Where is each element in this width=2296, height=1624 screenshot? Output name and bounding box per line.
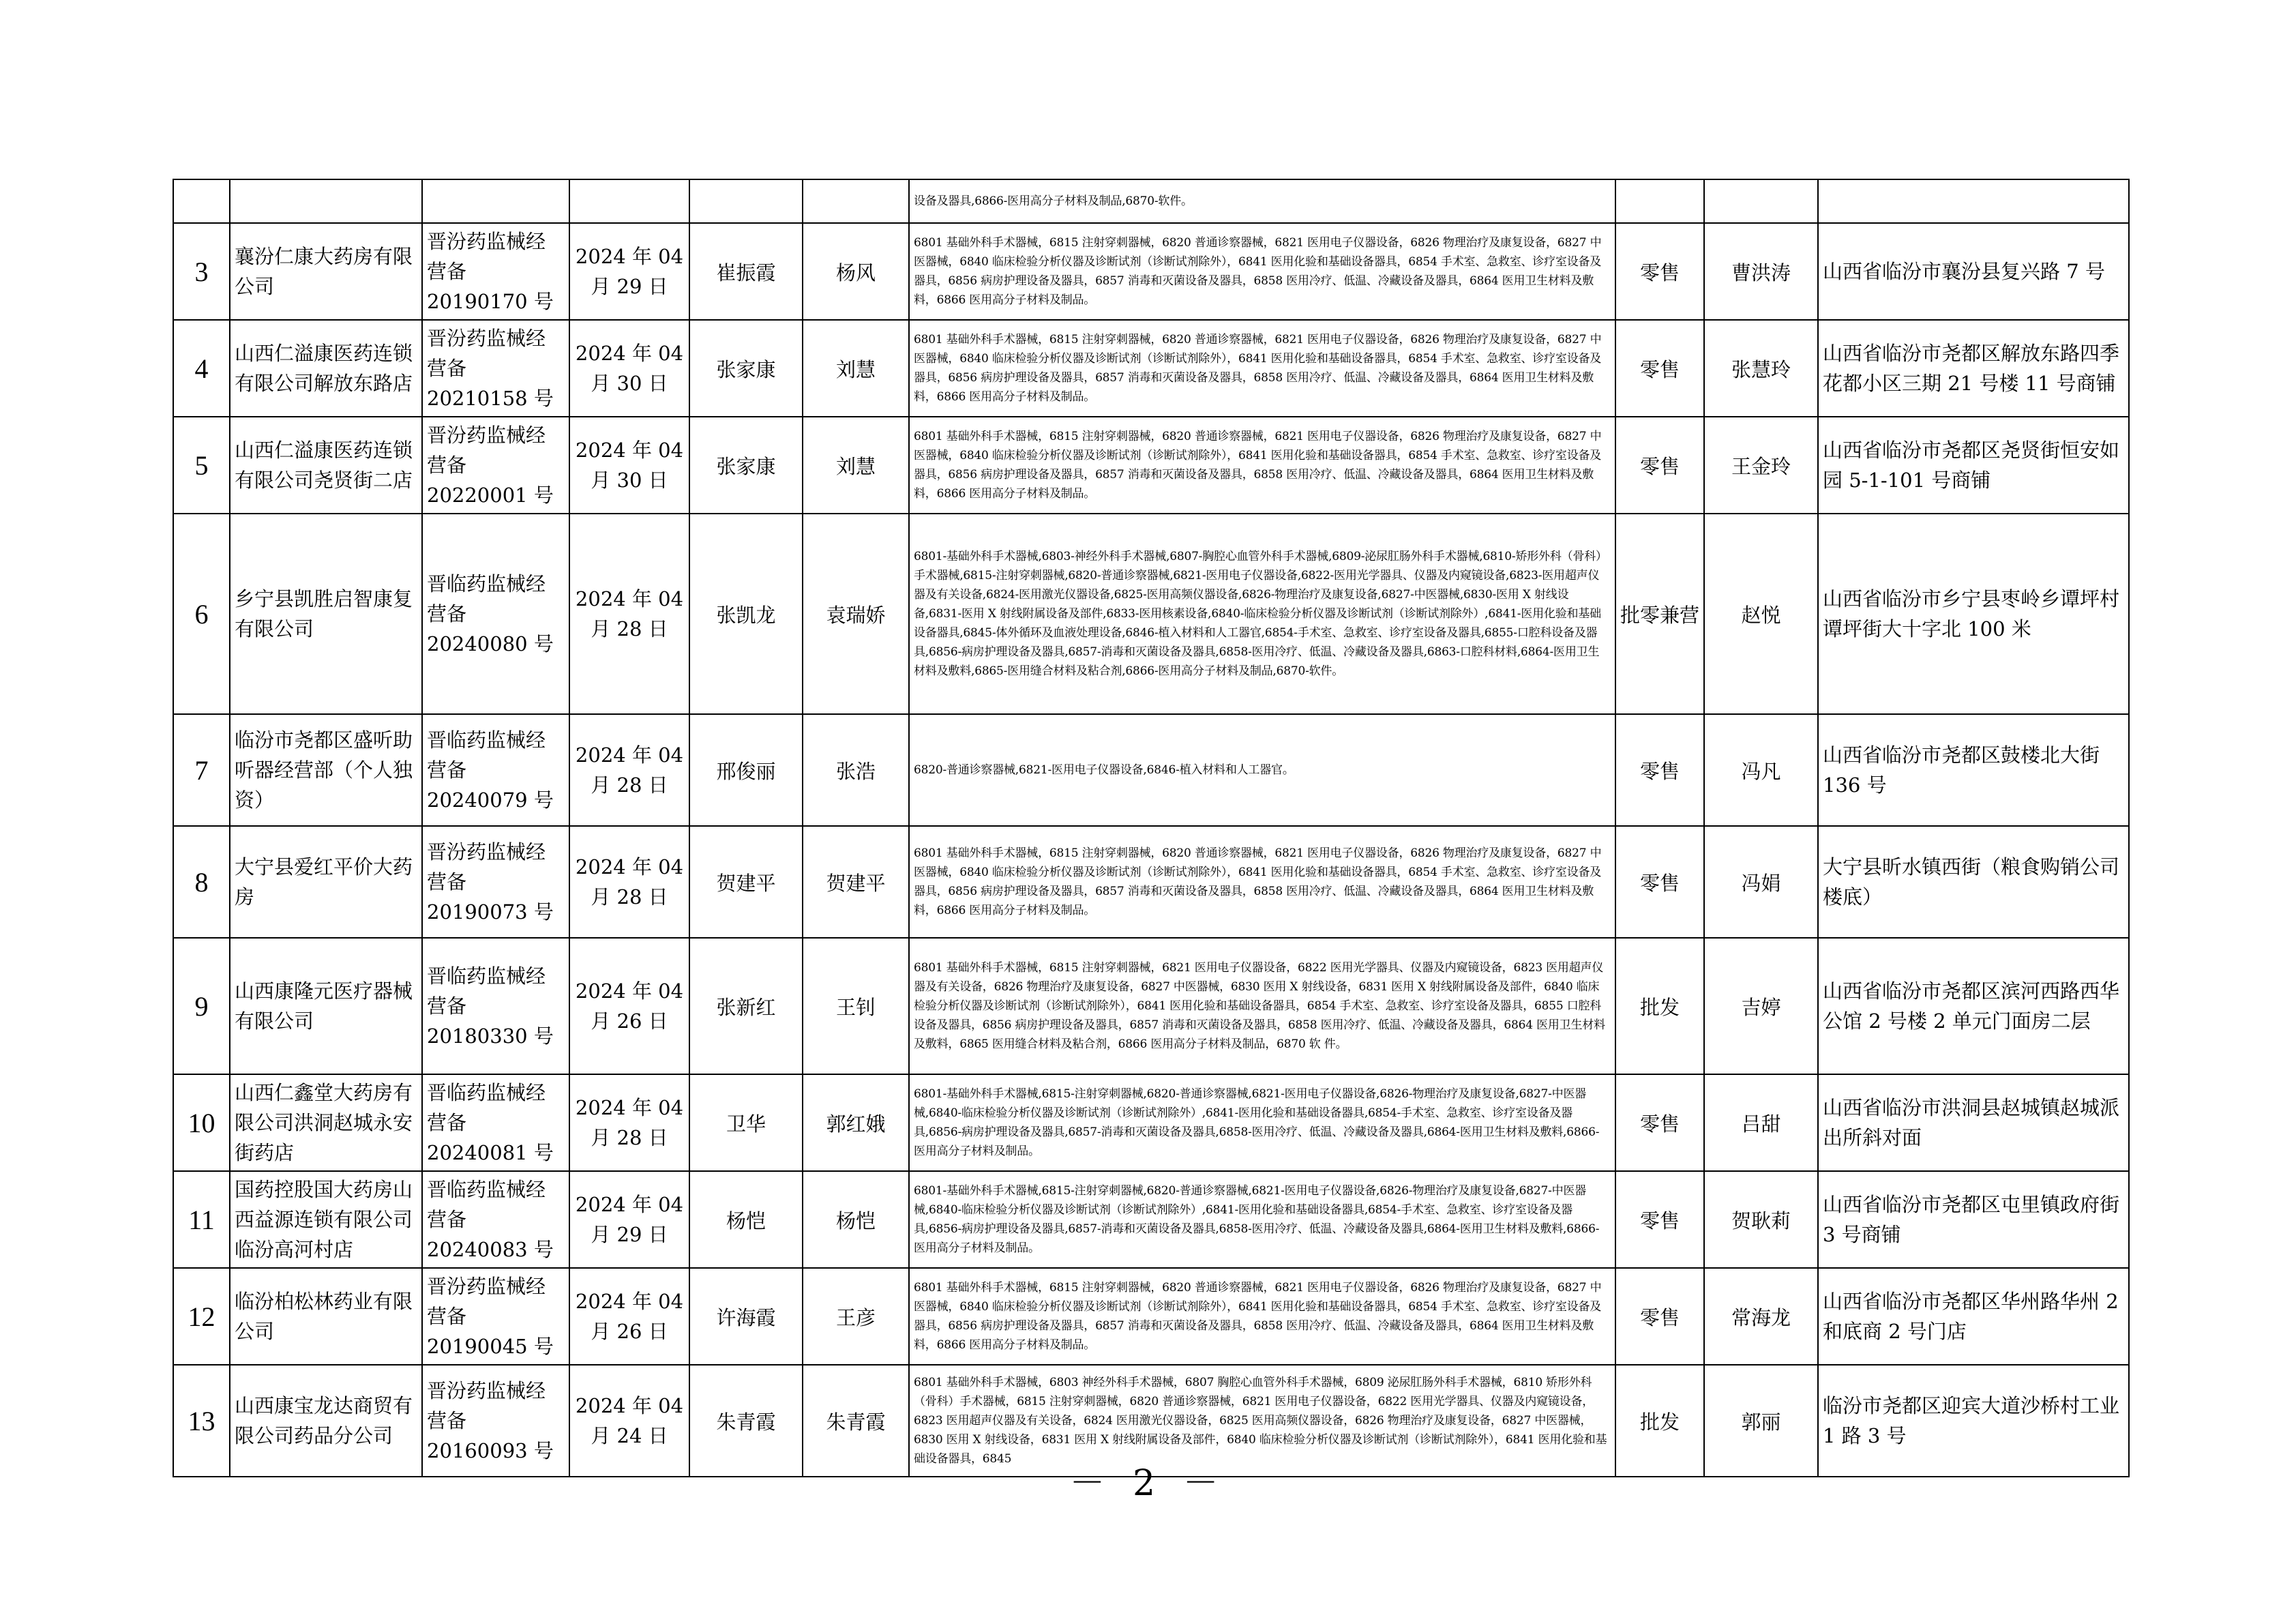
registration-table [173,179,2130,1477]
business-scope-cell: 6820-普通诊察器械,6821-医用电子仪器设备,6846-植入材料和人工器官。 [909,714,1615,826]
row-number-cell: 8 [173,826,230,938]
business-manager-cell: 袁瑞娇 [803,514,909,714]
business-scope-cell: 6801-基础外科手术器械,6803-神经外科手术器械,6807-胸腔心血管外科手术器械,6809-泌尿肛肠外科手术器械,6810-矫形外科（骨科）手术器械,6815-注射穿刺器械,6820-普通诊察器械,6821-医用电子仪器设备,6822-医用光学器具、仪器及内窥镜设备,6823-医用超声仪器及有关设备,6824-医用激光仪器设备,6825-医用高频仪器设备,6826-物理治疗及康复设备,6827-中医器械,6830-医用 X 射线设备,6831-医用 X 射线附属设备及部件,6833-医用核素设备,6840-临床检验分析仪器及诊断试剂（诊断试剂除外）,6841-医用化验和基础设备器具,6845-体外循环及血液处理设备,6846-植入材料和人工器官,6854-手术室、急救室、诊疗室设备及器具,6855-口腔科设备及器具,6856-病房护理设备及器具,6857-消毒和灭菌设备及器具,6858-医用冷疗、低温、冷藏设备及器具,6863-口腔科材料,6864-医用卫生材料及敷料,6865-医用缝合材料及粘合剂,6866-医用高分子材料及制品,6870-软件。 [909,514,1615,714]
table-row [173,1268,2129,1365]
legal-representative-cell: 张凯龙 [689,514,803,714]
record-date-cell: 2024 年 04 月 30 日 [569,417,689,514]
cell-blank [689,179,803,223]
business-address-cell: 山西省临汾市乡宁县枣岭乡谭坪村谭坪街大十字北 100 米 [1818,514,2129,714]
record-number-cell: 晋临药监械经营备 20240079 号 [422,714,569,826]
business-manager-cell: 朱青霞 [803,1365,909,1477]
business-mode-cell: 零售 [1615,1074,1704,1171]
legal-representative-cell: 张家康 [689,417,803,514]
cell-blank [803,179,909,223]
record-number-cell: 晋临药监械经营备 20240080 号 [422,514,569,714]
business-manager-cell: 王钊 [803,938,909,1074]
business-scope-cell: 6801 基础外科手术器械，6815 注射穿刺器械，6820 普通诊察器械，6821 医用电子仪器设备，6826 物理治疗及康复设备，6827 中医器械，6840 临床检验分析仪器及诊断试剂（诊断试剂除外），6841 医用化验和基础设备器具，6854 手术室、急救室、诊疗室设备及器具，6856 病房护理设备及器具，6857 消毒和灭菌设备及器具，6858 医用冷疗、低温、冷藏设备及器具，6864 医用卫生材料及敷料，6866 医用高分子材料及制品。 [909,320,1615,417]
record-number-cell: 晋汾药监械经营备 20190045 号 [422,1268,569,1365]
legal-representative-cell: 贺建平 [689,826,803,938]
cell-blank [569,179,689,223]
company-name-cell: 临汾市尧都区盛听助听器经营部（个人独资） [230,714,422,826]
page-number: － 2 － [1069,1463,1227,1504]
table-row [173,417,2129,514]
business-scope-cell: 6801 基础外科手术器械，6803 神经外科手术器械，6807 胸腔心血管外科手术器械，6809 泌尿肛肠外科手术器械，6810 矫形外科（骨科）手术器械，6815 注射穿刺器械，6820 普通诊察器械，6821 医用电子仪器设备，6822 医用光学器具、仪器及内窥镜设备，6823 医用超声仪器及有关设备，6824 医用激光仪器设备，6825 医用高频仪器设备，6826 物理治疗及康复设备，6827 中医器械，6830 医用 X 射线设备，6831 医用 X 射线附属设备及部件，6840 临床检验分析仪器及诊断试剂（诊断试剂除外），6841 医用化验和基础设备器具，6845 [909,1365,1615,1477]
quality-manager-cell: 张慧玲 [1704,320,1818,417]
business-address-cell: 山西省临汾市尧都区滨河西路西华公馆 2 号楼 2 单元门面房二层 [1818,938,2129,1074]
business-scope-cell: 设备及器具,6866-医用高分子材料及制品,6870-软件。 [909,179,1615,223]
business-mode-cell: 批发 [1615,938,1704,1074]
quality-manager-cell: 冯娟 [1704,826,1818,938]
business-scope-cell: 6801 基础外科手术器械，6815 注射穿刺器械，6820 普通诊察器械，6821 医用电子仪器设备，6826 物理治疗及康复设备，6827 中医器械，6840 临床检验分析仪器及诊断试剂（诊断试剂除外），6841 医用化验和基础设备器具，6854 手术室、急救室、诊疗室设备及器具，6856 病房护理设备及器具，6857 消毒和灭菌设备及器具，6858 医用冷疗、低温、冷藏设备及器具，6864 医用卫生材料及敷料，6866 医用高分子材料及制品。 [909,223,1615,320]
record-date-cell: 2024 年 04 月 30 日 [569,320,689,417]
company-name-cell: 乡宁县凯胜启智康复有限公司 [230,514,422,714]
quality-manager-cell: 曹洪涛 [1704,223,1818,320]
company-name-cell: 山西康隆元医疗器械有限公司 [230,938,422,1074]
record-number-cell: 晋汾药监械经营备 20190073 号 [422,826,569,938]
business-manager-cell: 郭红娥 [803,1074,909,1171]
table-row-continued [173,179,2129,223]
table-row [173,1171,2129,1268]
row-number-cell: 6 [173,514,230,714]
business-manager-cell: 张浩 [803,714,909,826]
row-number-cell: 11 [173,1171,230,1268]
row-number-cell: 13 [173,1365,230,1477]
business-mode-cell: 零售 [1615,223,1704,320]
table-row [173,826,2129,938]
record-date-cell: 2024 年 04 月 26 日 [569,938,689,1074]
quality-manager-cell: 常海龙 [1704,1268,1818,1365]
business-address-cell: 山西省临汾市尧都区华州路华州 2 和底商 2 号门店 [1818,1268,2129,1365]
quality-manager-cell: 郭丽 [1704,1365,1818,1477]
row-number-cell: 10 [173,1074,230,1171]
business-address-cell: 山西省临汾市尧都区屯里镇政府街 3 号商铺 [1818,1171,2129,1268]
cell-blank [230,179,422,223]
record-number-cell: 晋汾药监械经营备 20190170 号 [422,223,569,320]
company-name-cell: 临汾柏松林药业有限公司 [230,1268,422,1365]
company-name-cell: 山西仁溢康医药连锁有限公司解放东路店 [230,320,422,417]
table-body [173,179,2129,1477]
table-row [173,1074,2129,1171]
company-name-cell: 大宁县爱红平价大药房 [230,826,422,938]
business-mode-cell: 零售 [1615,826,1704,938]
business-address-cell: 大宁县昕水镇西街（粮食购销公司楼底） [1818,826,2129,938]
legal-representative-cell: 张新红 [689,938,803,1074]
business-address-cell: 山西省临汾市洪洞县赵城镇赵城派出所斜对面 [1818,1074,2129,1171]
record-number-cell: 晋临药监械经营备 20240083 号 [422,1171,569,1268]
business-mode-cell: 零售 [1615,714,1704,826]
business-mode-cell: 批发 [1615,1365,1704,1477]
legal-representative-cell: 邢俊丽 [689,714,803,826]
record-date-cell: 2024 年 04 月 29 日 [569,223,689,320]
business-manager-cell: 杨恺 [803,1171,909,1268]
business-address-cell: 山西省临汾市襄汾县复兴路 7 号 [1818,223,2129,320]
company-name-cell: 国药控股国大药房山西益源连锁有限公司临汾高河村店 [230,1171,422,1268]
business-scope-cell: 6801 基础外科手术器械，6815 注射穿刺器械，6820 普通诊察器械，6821 医用电子仪器设备，6826 物理治疗及康复设备，6827 中医器械，6840 临床检验分析仪器及诊断试剂（诊断试剂除外），6841 医用化验和基础设备器具，6854 手术室、急救室、诊疗室设备及器具，6856 病房护理设备及器具，6857 消毒和灭菌设备及器具，6858 医用冷疗、低温、冷藏设备及器具，6864 医用卫生材料及敷料，6866 医用高分子材料及制品。 [909,417,1615,514]
record-date-cell: 2024 年 04 月 29 日 [569,1171,689,1268]
legal-representative-cell: 许海霞 [689,1268,803,1365]
business-manager-cell: 贺建平 [803,826,909,938]
legal-representative-cell: 张家康 [689,320,803,417]
business-address-cell: 山西省临汾市尧都区解放东路四季花都小区三期 21 号楼 11 号商铺 [1818,320,2129,417]
quality-manager-cell: 赵悦 [1704,514,1818,714]
cell-blank [422,179,569,223]
company-name-cell: 山西仁鑫堂大药房有限公司洪洞赵城永安街药店 [230,1074,422,1171]
company-name-cell: 山西仁溢康医药连锁有限公司尧贤街二店 [230,417,422,514]
quality-manager-cell: 冯凡 [1704,714,1818,826]
business-manager-cell: 刘慧 [803,417,909,514]
legal-representative-cell: 卫华 [689,1074,803,1171]
row-number-cell: 9 [173,938,230,1074]
table-row [173,320,2129,417]
business-mode-cell: 零售 [1615,1268,1704,1365]
record-date-cell: 2024 年 04 月 26 日 [569,1268,689,1365]
record-date-cell: 2024 年 04 月 28 日 [569,826,689,938]
quality-manager-cell: 王金玲 [1704,417,1818,514]
business-manager-cell: 刘慧 [803,320,909,417]
cell-blank [1704,179,1818,223]
legal-representative-cell: 崔振霞 [689,223,803,320]
row-number-cell: 7 [173,714,230,826]
business-manager-cell: 杨风 [803,223,909,320]
business-mode-cell: 零售 [1615,1171,1704,1268]
record-date-cell: 2024 年 04 月 24 日 [569,1365,689,1477]
row-number-cell: 5 [173,417,230,514]
company-name-cell: 山西康宝龙达商贸有限公司药品分公司 [230,1365,422,1477]
business-mode-cell: 零售 [1615,417,1704,514]
record-date-cell: 2024 年 04 月 28 日 [569,514,689,714]
business-manager-cell: 王彦 [803,1268,909,1365]
cell-blank [173,179,230,223]
business-mode-cell: 批零兼营 [1615,514,1704,714]
record-date-cell: 2024 年 04 月 28 日 [569,1074,689,1171]
row-number-cell: 3 [173,223,230,320]
record-number-cell: 晋汾药监械经营备 20210158 号 [422,320,569,417]
table-row [173,938,2129,1074]
table-row [173,714,2129,826]
record-number-cell: 晋汾药监械经营备 20160093 号 [422,1365,569,1477]
cell-blank [1615,179,1704,223]
quality-manager-cell: 吉婷 [1704,938,1818,1074]
business-scope-cell: 6801 基础外科手术器械，6815 注射穿刺器械，6820 普通诊察器械，6821 医用电子仪器设备，6826 物理治疗及康复设备，6827 中医器械，6840 临床检验分析仪器及诊断试剂（诊断试剂除外），6841 医用化验和基础设备器具，6854 手术室、急救室、诊疗室设备及器具，6856 病房护理设备及器具，6857 消毒和灭菌设备及器具，6858 医用冷疗、低温、冷藏设备及器具，6864 医用卫生材料及敷料，6866 医用高分子材料及制品。 [909,826,1615,938]
record-number-cell: 晋临药监械经营备 20180330 号 [422,938,569,1074]
table-row [173,514,2129,714]
business-mode-cell: 零售 [1615,320,1704,417]
table-row [173,223,2129,320]
cell-blank [1818,179,2129,223]
business-scope-cell: 6801 基础外科手术器械，6815 注射穿刺器械，6820 普通诊察器械，6821 医用电子仪器设备，6826 物理治疗及康复设备，6827 中医器械，6840 临床检验分析仪器及诊断试剂（诊断试剂除外），6841 医用化验和基础设备器具，6854 手术室、急救室、诊疗室设备及器具，6856 病房护理设备及器具，6857 消毒和灭菌设备及器具，6858 医用冷疗、低温、冷藏设备及器具，6864 医用卫生材料及敷料，6866 医用高分子材料及制品。 [909,1268,1615,1365]
row-number-cell: 12 [173,1268,230,1365]
business-scope-cell: 6801 基础外科手术器械，6815 注射穿刺器械，6821 医用电子仪器设备，6822 医用光学器具、仪器及内窥镜设备，6823 医用超声仪器及有关设备，6826 物理治疗及康复设备，6827 中医器械，6830 医用 X 射线设备，6831 医用 X 射线附属设备及部件，6840 临床检验分析仪器及诊断试剂（诊断试剂除外），6841 医用化验和基础设备器具，6854 手术室、急救室、诊疗室设备及器具，6855 口腔科设备及器具，6856 病房护理设备及器具，6857 消毒和灭菌设备及器具，6858 医用冷疗、低温、冷藏设备及器具，6864 医用卫生材料及敷料，6865 医用缝合材料及粘合剂，6866 医用高分子材料及制品，6870 软 件。 [909,938,1615,1074]
quality-manager-cell: 吕甜 [1704,1074,1818,1171]
legal-representative-cell: 杨恺 [689,1171,803,1268]
record-number-cell: 晋汾药监械经营备 20220001 号 [422,417,569,514]
business-scope-cell: 6801-基础外科手术器械,6815-注射穿刺器械,6820-普通诊察器械,6821-医用电子仪器设备,6826-物理治疗及康复设备,6827-中医器械,6840-临床检验分析仪器及诊断试剂（诊断试剂除外）,6841-医用化验和基础设备器具,6854-手术室、急救室、诊疗室设备及器具,6856-病房护理设备及器具,6857-消毒和灭菌设备及器具,6858-医用冷疗、低温、冷藏设备及器具,6864-医用卫生材料及敷料,6866-医用高分子材料及制品。 [909,1171,1615,1268]
business-scope-cell: 6801-基础外科手术器械,6815-注射穿刺器械,6820-普通诊察器械,6821-医用电子仪器设备,6826-物理治疗及康复设备,6827-中医器械,6840-临床检验分析仪器及诊断试剂（诊断试剂除外）,6841-医用化验和基础设备器具,6854-手术室、急救室、诊疗室设备及器具,6856-病房护理设备及器具,6857-消毒和灭菌设备及器具,6858-医用冷疗、低温、冷藏设备及器具,6864-医用卫生材料及敷料,6866-医用高分子材料及制品。 [909,1074,1615,1171]
legal-representative-cell: 朱青霞 [689,1365,803,1477]
company-name-cell: 襄汾仁康大药房有限公司 [230,223,422,320]
business-address-cell: 山西省临汾市尧都区尧贤街恒安如园 5-1-101 号商铺 [1818,417,2129,514]
record-date-cell: 2024 年 04 月 28 日 [569,714,689,826]
business-address-cell: 山西省临汾市尧都区鼓楼北大街 136 号 [1818,714,2129,826]
business-address-cell: 临汾市尧都区迎宾大道沙桥村工业 1 路 3 号 [1818,1365,2129,1477]
record-number-cell: 晋临药监械经营备 20240081 号 [422,1074,569,1171]
quality-manager-cell: 贺耿莉 [1704,1171,1818,1268]
row-number-cell: 4 [173,320,230,417]
